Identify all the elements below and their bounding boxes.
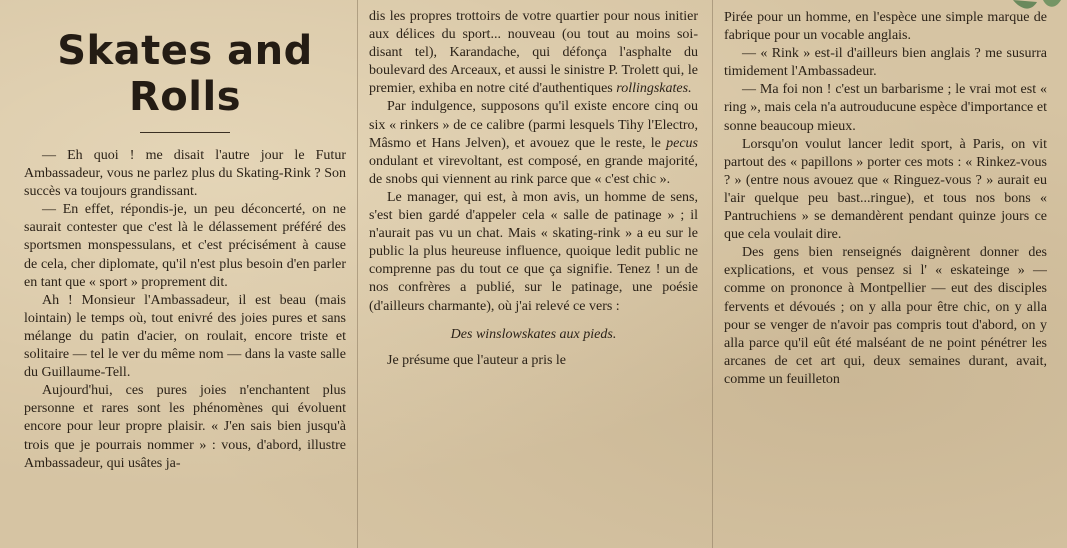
paragraph-text: Par indulgence, supposons qu'il existe encore cinq ou six « rinkers » de ce calibre (parmi lesquels Tihy l'Electro, Mâsmo et Hans Jelven), et avouez que le reste, le [369,99,698,151]
paragraph: Le manager, qui est, à mon avis, un homme de sens, s'est bien gardé d'appeler cela « salle de patinage » ; il n'aurait pas vu un chat. Mais « skating-rink » a eu sur le public la plus heureuse influence, quoique ledit public ne comprenne pas du tout ce que ça signifie. Tenez ! un de nos confrères a publié, sur le patinage, une poésie (d'ailleurs charmante), où j'ai relevé ce vers : [369,189,698,314]
paragraph: Des gens bien renseignés daignèrent donner des explications, et vous pensez si l' « eskateinge » — comme on prononce à Montpellier — eut des disciples fervents et dévoués ; on y alla pour être chic, on y alla pour se venger de n'avoir pas compris tout d'abord, on y alla parce qu'il eût été malséant de ne point pénétrer les arcanes de cet art qui, deux semaines durant, avait, comme un feuilleton [724,245,1047,387]
column-divider [712,0,713,548]
quoted-verse: Des winslowskates aux pieds. [450,326,617,342]
column-1 [24,0,346,548]
column-2 [369,0,698,548]
paragraph [369,8,698,98]
paragraph: — En effet, répondis-je, un peu déconcerté, on ne saurait contester que c'est là le délassement préféré des sportsmen monspessulans, et c'est précisément à cause de cela, cher diplomate, qu'il n'est plus besoin d'en parler en tant que « sport » proprement dit. [24,202,346,290]
article-title: Skates and Rolls [57,28,313,120]
paragraph-text: dis les propres trottoirs de votre quartier pour nous initier aux délices du sport... nouveau (ou tout au moins soi-disant tel), Karandache, qui défonça l'asphalte du boulevard des Arceaux, et aussi le sinistre P. Trolett qui, le premier, exhiba en notre cité d'authentiques [369,9,698,97]
paragraph: — Eh quoi ! me disait l'autre jour le Futur Ambassadeur, vous ne parlez plus du Skating-Rink ? Son succès va toujours grandissant. [24,148,346,200]
paragraph: Aujourd'hui, ces pures joies n'enchantent plus personne et rares sont les phénomènes qui évoluent encore pour leur propre plaisir. « J'en sais bien jusqu'à trois que je pourrais nommer » : vous, d'abord, illustre Ambassadeur, qui usâtes ja- [24,383,346,471]
emphasis-text: rollingskates. [616,81,692,97]
paragraph [369,98,698,188]
paragraph: — « Rink » est-il d'ailleurs bien anglais ? me susurra timidement l'Ambassadeur. [724,46,1047,80]
paragraph: Ah ! Monsieur l'Ambassadeur, il est beau (mais lointain) le temps où, tout enivré des joies pures et sans mélange du patin d'acier, on roulait, encore triste et solitaire — tel le ver du même nom — dans la vaste salle du Guillaume-Tell. [24,292,346,381]
paragraph-text: ondulant et virevoltant, est composé, en grande majorité, de snobs qui viennent au rink parce que « c'est chic ». [369,153,698,187]
title-underline [140,132,230,133]
paragraph: Lorsqu'on voulut lancer ledit sport, à Paris, on vit partout des « papillons » porter ces mots : « Rinkez-vous ? » (entre nous avouez que « Ringuez-vous ? » aurait eu l'air quelque peu bast...ringue), et tous nos bons « Pantruchiens » se demandèrent pendant quinze jours ce que cela voulait dire. [724,136,1047,243]
column-divider [357,0,358,548]
paragraph: Pirée pour un homme, en l'espèce une simple marque de fabrique pour un vocable anglais. [724,10,1047,44]
emphasis-text: pecus [666,135,698,151]
column-3 [724,0,1047,548]
paragraph: — Ma foi non ! c'est un barbarisme ; le vrai mot est « ring », mais cela n'a autrouducune espèce d'importance et sonne beaucoup mieux. [724,82,1047,134]
paragraph: Je présume que l'auteur a pris le [387,352,567,368]
